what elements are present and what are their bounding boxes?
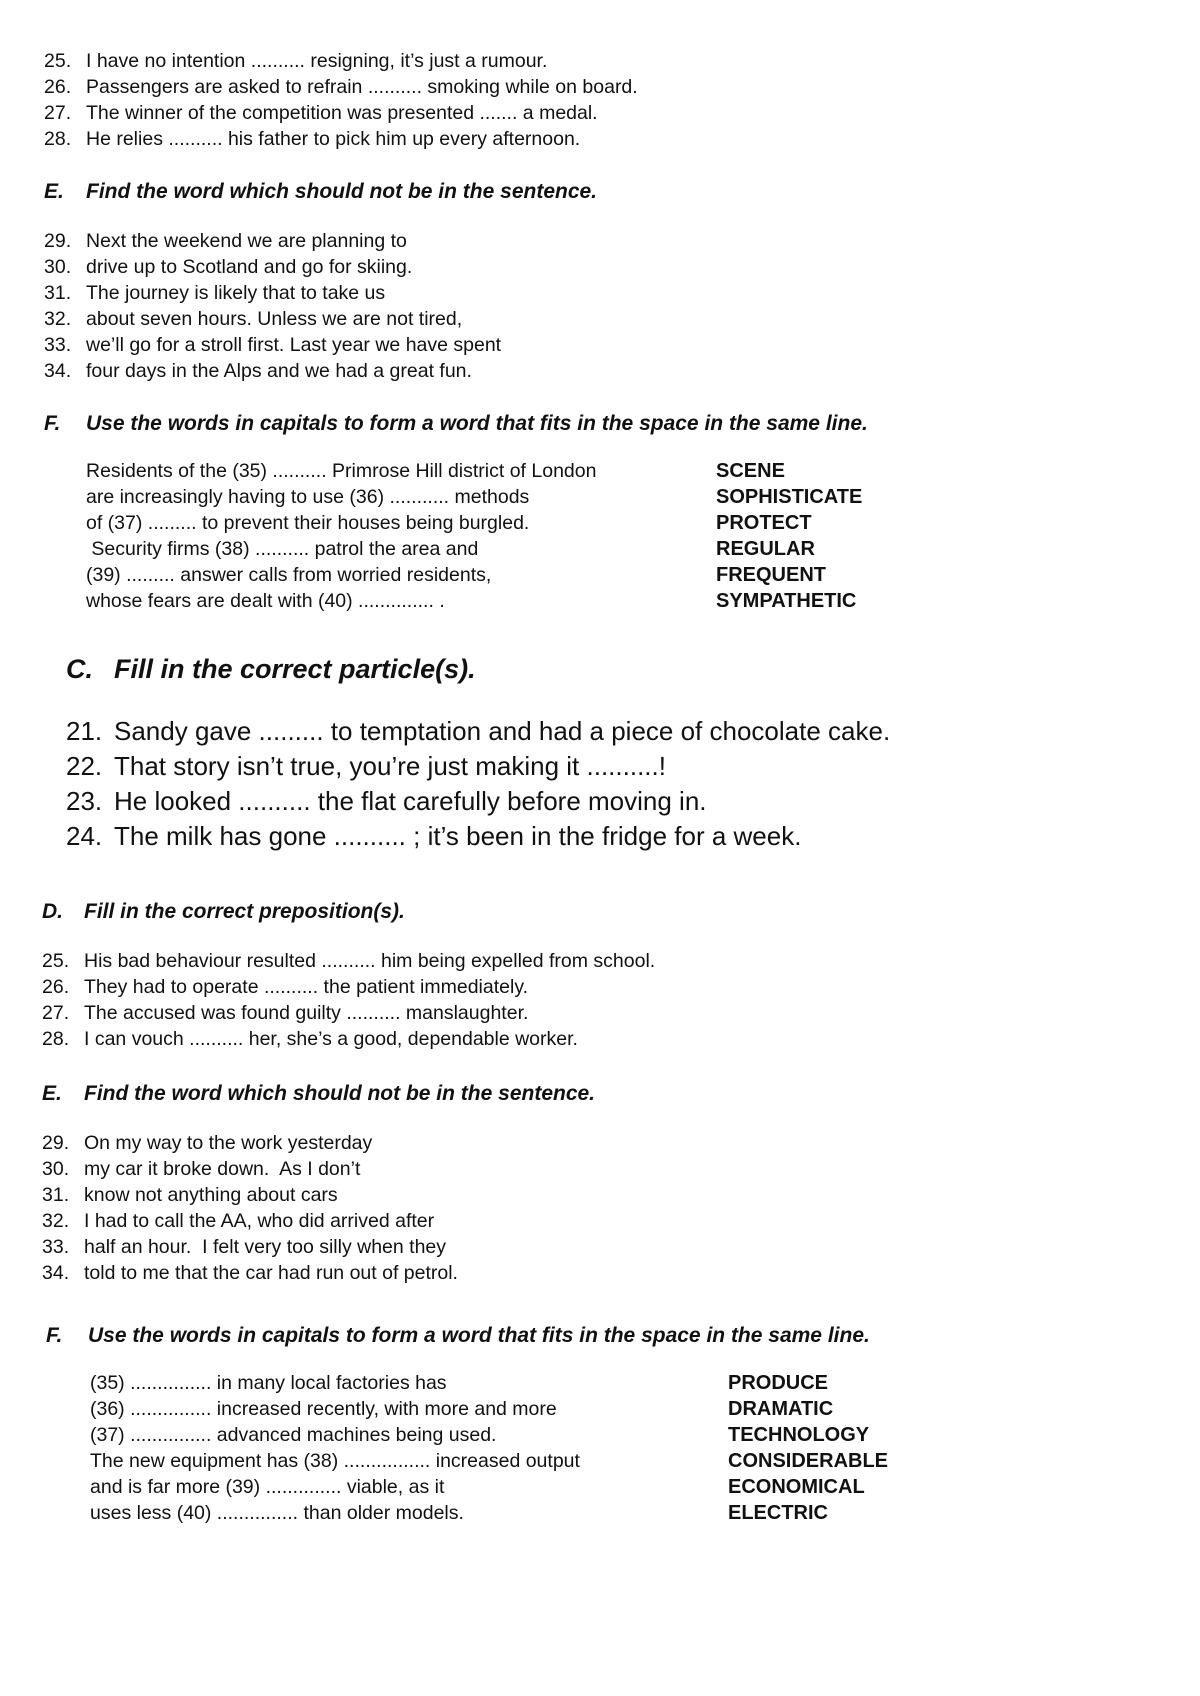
item-number: 25. xyxy=(44,50,72,72)
item-text: Sandy gave ......... to temptation and had a piece of chocolate cake. xyxy=(114,716,891,746)
item-text: Next the weekend we are planning to xyxy=(86,230,407,252)
item-number: 33. xyxy=(44,334,72,356)
item-text: Passengers are asked to refrain .......... smoking while on board. xyxy=(86,76,638,98)
section-d-list xyxy=(42,948,655,1052)
item-text: That story isn’t true, you’re just making it ..........! xyxy=(114,751,666,781)
item-text: The milk has gone .......... ; it’s been in the fridge for a week. xyxy=(114,821,802,851)
item-text: The journey is likely that to take us xyxy=(86,282,386,304)
list-item xyxy=(42,948,655,974)
capital-word: ECONOMICAL xyxy=(728,1476,865,1498)
item-number: 30. xyxy=(44,256,72,278)
item-number: 28. xyxy=(42,1028,70,1050)
section-c-list xyxy=(66,714,890,854)
section-f1-capitals xyxy=(716,458,862,614)
list-item xyxy=(42,974,655,1000)
capital-word: CONSIDERABLE xyxy=(728,1450,889,1472)
item-text: about seven hours. Unless we are not tired, xyxy=(86,308,463,330)
item-number: 21. xyxy=(66,716,103,746)
item-text: half an hour. I felt very too silly when they xyxy=(84,1236,447,1258)
item-number: 26. xyxy=(44,76,72,98)
section-title: Use the words in capitals to form a word that fits in the space in the same line. xyxy=(88,1324,870,1347)
item-number: 30. xyxy=(42,1158,70,1180)
section-e2-heading xyxy=(42,1082,595,1106)
capital-word: FREQUENT xyxy=(716,564,826,586)
section-f1-text xyxy=(86,458,596,614)
section-letter: C. xyxy=(66,654,93,684)
word-formation-line: The new equipment has (38) ................ increased output xyxy=(90,1450,580,1472)
list-item xyxy=(44,228,501,254)
item-number: 22. xyxy=(66,751,103,781)
word-formation-line: of (37) ......... to prevent their houses being burgled. xyxy=(86,512,530,534)
list-item xyxy=(66,819,890,854)
capital-word: PRODUCE xyxy=(728,1372,829,1394)
item-text: I had to call the AA, who did arrived after xyxy=(84,1210,435,1232)
section-letter: F. xyxy=(44,412,61,435)
list-item xyxy=(44,358,501,384)
capital-word: REGULAR xyxy=(716,538,815,560)
word-formation-line: (39) ......... answer calls from worried residents, xyxy=(86,564,492,586)
section-title: Find the word which should not be in the sentence. xyxy=(86,180,598,203)
item-number: 34. xyxy=(42,1262,70,1284)
capital-word: TECHNOLOGY xyxy=(728,1424,870,1446)
preposition-list-1 xyxy=(44,48,638,152)
list-item xyxy=(42,1208,458,1234)
list-item xyxy=(66,714,890,749)
item-number: 24. xyxy=(66,821,103,851)
capital-word: SYMPATHETIC xyxy=(716,590,857,612)
list-item xyxy=(42,1130,458,1156)
list-item xyxy=(44,100,638,126)
word-formation-line: (35) ............... in many local factories has xyxy=(90,1372,447,1394)
section-letter: F. xyxy=(46,1324,63,1347)
section-title: Use the words in capitals to form a word that fits in the space in the same line. xyxy=(86,412,868,435)
item-text: They had to operate .......... the patient immediately. xyxy=(84,976,529,998)
list-item xyxy=(42,1156,458,1182)
word-formation-line: whose fears are dealt with (40) .............. . xyxy=(86,590,445,612)
list-item xyxy=(66,749,890,784)
list-item xyxy=(42,1260,458,1286)
word-formation-line: (37) ............... advanced machines being used. xyxy=(90,1424,497,1446)
item-text: The accused was found guilty .......... manslaughter. xyxy=(84,1002,529,1024)
item-number: 29. xyxy=(42,1132,70,1154)
item-text: He relies .......... his father to pick him up every afternoon. xyxy=(86,128,581,150)
capital-word: SCENE xyxy=(716,460,785,482)
section-f2-heading xyxy=(46,1324,870,1348)
item-number: 27. xyxy=(42,1002,70,1024)
section-f2-text xyxy=(90,1370,580,1526)
item-text: He looked .......... the flat carefully before moving in. xyxy=(114,786,707,816)
item-text: I have no intention .......... resigning, it’s just a rumour. xyxy=(86,50,548,72)
item-number: 25. xyxy=(42,950,70,972)
list-item xyxy=(44,74,638,100)
list-item xyxy=(44,126,638,152)
section-e2-list xyxy=(42,1130,458,1286)
item-number: 32. xyxy=(44,308,72,330)
item-text: I can vouch .......... her, she’s a good, dependable worker. xyxy=(84,1028,578,1050)
list-item xyxy=(44,332,501,358)
list-item xyxy=(42,1234,458,1260)
item-text: His bad behaviour resulted .......... him being expelled from school. xyxy=(84,950,656,972)
item-number: 28. xyxy=(44,128,72,150)
item-number: 31. xyxy=(42,1184,70,1206)
item-number: 27. xyxy=(44,102,72,124)
word-formation-line: are increasingly having to use (36) ........... methods xyxy=(86,486,530,508)
item-text: told to me that the car had run out of petrol. xyxy=(84,1262,458,1284)
section-letter: E. xyxy=(42,1082,62,1105)
list-item xyxy=(42,1182,458,1208)
word-formation-line: (36) ............... increased recently, with more and more xyxy=(90,1398,557,1420)
list-item xyxy=(44,306,501,332)
item-number: 32. xyxy=(42,1210,70,1232)
section-e1-list xyxy=(44,228,501,384)
section-c-heading xyxy=(66,654,476,685)
list-item xyxy=(44,254,501,280)
section-title: Find the word which should not be in the sentence. xyxy=(84,1082,596,1105)
capital-word: SOPHISTICATE xyxy=(716,486,863,508)
capital-word: PROTECT xyxy=(716,512,812,534)
section-title: Fill in the correct preposition(s). xyxy=(84,900,405,923)
list-item xyxy=(42,1026,655,1052)
item-text: On my way to the work yesterday xyxy=(84,1132,373,1154)
item-number: 34. xyxy=(44,360,72,382)
item-text: The winner of the competition was presented ....... a medal. xyxy=(86,102,598,124)
list-item xyxy=(66,784,890,819)
item-number: 29. xyxy=(44,230,72,252)
item-number: 33. xyxy=(42,1236,70,1258)
list-item xyxy=(42,1000,655,1026)
item-text: drive up to Scotland and go for skiing. xyxy=(86,256,413,278)
word-formation-line: Residents of the (35) .......... Primrose Hill district of London xyxy=(86,460,597,482)
list-item xyxy=(44,48,638,74)
section-f1-heading xyxy=(44,412,868,436)
list-item xyxy=(44,280,501,306)
word-formation-line: uses less (40) ............... than older models. xyxy=(90,1502,464,1524)
section-title: Fill in the correct particle(s). xyxy=(114,654,476,684)
section-e1-heading xyxy=(44,180,597,204)
section-d-heading xyxy=(42,900,405,924)
section-f2-capitals xyxy=(728,1370,888,1526)
capital-word: DRAMATIC xyxy=(728,1398,834,1420)
word-formation-line: Security firms (38) .......... patrol the area and xyxy=(86,538,479,560)
word-formation-line: and is far more (39) .............. viable, as it xyxy=(90,1476,445,1498)
item-text: my car it broke down. As I don’t xyxy=(84,1158,361,1180)
item-text: four days in the Alps and we had a great fun. xyxy=(86,360,472,382)
item-text: know not anything about cars xyxy=(84,1184,338,1206)
section-letter: D. xyxy=(42,900,63,923)
item-number: 31. xyxy=(44,282,72,304)
section-letter: E. xyxy=(44,180,64,203)
item-number: 23. xyxy=(66,786,103,816)
capital-word: ELECTRIC xyxy=(728,1502,828,1524)
item-number: 26. xyxy=(42,976,70,998)
item-text: we’ll go for a stroll first. Last year we have spent xyxy=(86,334,502,356)
